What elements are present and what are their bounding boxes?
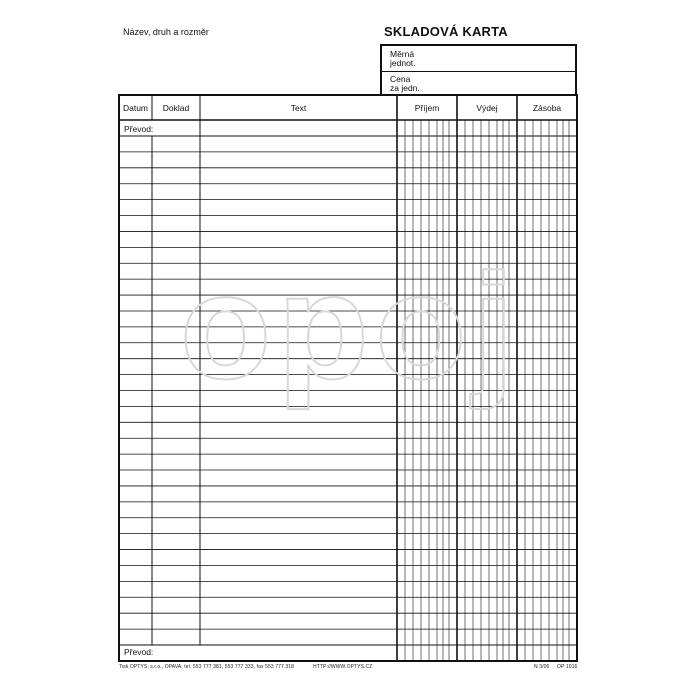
col-header-text: Text xyxy=(290,103,307,113)
unit-label-line2: jednot. xyxy=(390,58,416,68)
col-header-doklad: Doklad xyxy=(162,103,190,113)
footer-web: HTTP://WWW.OPTYS.CZ xyxy=(313,664,373,670)
price-label-line1: Cena xyxy=(390,74,411,84)
col-header-zasoba: Zásoba xyxy=(532,103,562,113)
col-header-datum: Datum xyxy=(122,103,149,113)
footer-printer: Tisk OPTYS, s.r.o., OPAVA, tel. 553 777 381, 553 777 333, fax 553 777 318 xyxy=(119,664,294,670)
col-header-vydej: Výdej xyxy=(476,103,498,113)
price-label-line2: za jedn. xyxy=(390,83,420,93)
footer-code: OP 1016 xyxy=(557,664,578,670)
watermark-text: opoj xyxy=(179,242,521,410)
transfer-row-top-label: Převod: xyxy=(124,124,154,134)
page-title: SKLADOVÁ KARTA xyxy=(384,24,508,39)
table-frame xyxy=(119,95,577,661)
transfer-row-bottom-label: Převod: xyxy=(124,647,154,657)
col-header-prijem: Příjem xyxy=(414,103,440,113)
unit-label-line1: Měrná xyxy=(390,49,415,59)
item-name-label: Název, druh a rozměr xyxy=(123,27,209,37)
footer-form-no: N 3/06 xyxy=(534,664,550,670)
